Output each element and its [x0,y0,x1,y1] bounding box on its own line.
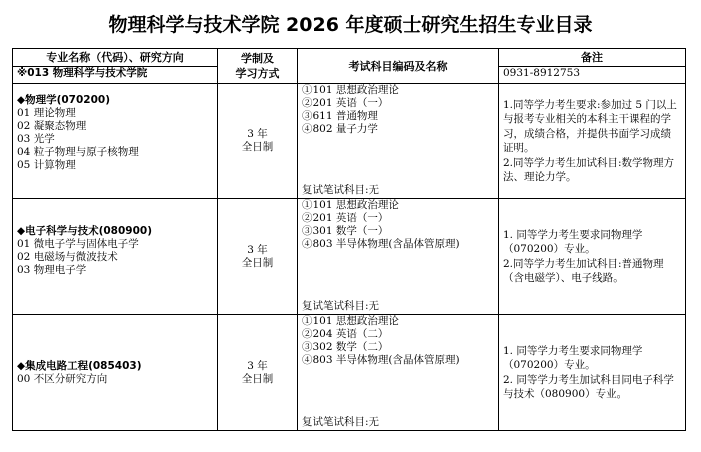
note-item: 2.同等学力考生加试科目:数学物理方法、理论力学。 [503,156,675,183]
study-mode-cell [218,199,298,315]
note-item: 1. 同等学力考生要求同物理学（070200）专业。 [503,344,643,371]
major-cell [13,84,218,199]
exam-item: ③301 数学（一） [302,225,389,237]
major-cell [13,199,218,315]
direction-item: 03 物理电子学 [17,264,87,276]
exam-item: ④802 量子力学 [302,123,378,135]
major-cell [13,315,218,431]
exam-item: ①101 思想政治理论 [302,199,399,211]
direction-item: 04 粒子物理与原子核物理 [17,146,139,158]
catalog-table [12,48,686,431]
retest-subject: 复试笔试科目:无 [302,416,380,428]
exam-item: ①101 思想政治理论 [302,315,399,327]
direction-item: 00 不区分研究方向 [17,372,108,385]
duration: 3 年 [247,359,268,372]
header-notes: 备注 [499,49,686,67]
direction-item: 01 理论物理 [17,107,76,119]
major-name: ◆电子科学与技术(080900) [17,225,153,237]
exam-cell [298,199,499,315]
exam-cell [298,315,499,431]
exam-item: ②201 英语（一） [302,212,389,224]
note-item: 2. 同等学力考生加试科目同电子科学与技术（080900）专业。 [503,373,674,400]
note-item: 1. 同等学力考生要求同物理学（070200）专业。 [503,228,643,255]
major-row [13,199,686,315]
notes-cell [499,199,686,315]
note-item: 2.同等学力考生加试科目:普通物理（含电磁学）、电子线路。 [503,257,664,284]
notes-cell [499,84,686,199]
school-name: ※013 物理科学与技术学院 [13,67,218,84]
header-duration-line2: 学习方式 [235,67,280,80]
exam-item: ④803 半导体物理(含晶体管原理) [302,238,460,250]
exam-item: ③611 普通物理 [302,110,378,122]
major-row [13,315,686,431]
school-phone: 0931-8912753 [499,67,686,84]
exam-cell [298,84,499,199]
exam-item: ③302 数学（二） [302,341,389,353]
page-title: 物理科学与技术学院 2026 年度硕士研究生招生专业目录 [108,14,593,36]
study-mode: 全日制 [241,141,274,153]
study-mode-cell [218,315,298,431]
duration: 3 年 [247,243,268,256]
exam-item: ②201 英语（一） [302,97,389,109]
retest-subject: 复试笔试科目:无 [302,300,380,312]
major-name: ◆物理学(070200) [17,94,111,106]
header-duration-mode [218,49,298,84]
header-exam-subjects: 考试科目编码及名称 [298,49,499,84]
exam-item: ②204 英语（二） [302,328,389,340]
direction-item: 05 计算物理 [17,159,76,171]
retest-subject: 复试笔试科目:无 [302,184,380,196]
direction-item: 03 光学 [17,133,55,145]
study-mode: 全日制 [241,256,274,269]
major-row [13,84,686,199]
direction-item: 02 电磁场与微波技术 [17,251,118,263]
direction-item: 02 凝聚态物理 [17,120,87,132]
header-major-direction: 专业名称（代码）、研究方向 [13,49,218,67]
study-mode: 全日制 [241,372,274,385]
duration: 3 年 [247,128,268,140]
direction-item: 01 微电子学与固体电子学 [17,238,139,250]
exam-item: ①101 思想政治理论 [302,84,399,96]
major-name: ◆集成电路工程(085403) [17,359,142,372]
study-mode-cell [218,84,298,199]
notes-cell [499,315,686,431]
header-duration-line1: 学制及 [241,52,274,65]
exam-item: ④803 半导体物理(含晶体管原理) [302,354,460,366]
note-item: 1.同等学力考生要求:参加过 5 门以上与报考专业相关的本科主干课程的学习，成绩合格，并提供书面学习成绩证明。 [503,98,677,154]
